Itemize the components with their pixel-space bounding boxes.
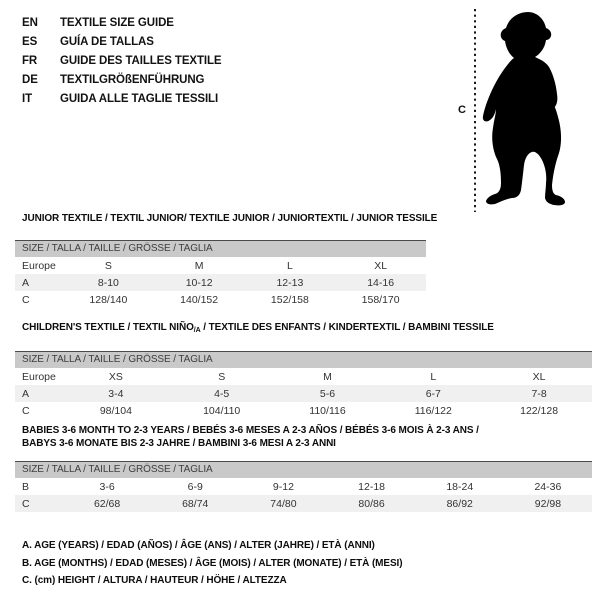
table-title: JUNIOR TEXTILE / TEXTIL JUNIOR/ TEXTILE JUNIOR / JUNIORTEXTIL / JUNIOR TESSILE bbox=[22, 213, 438, 224]
cell: 9-12 bbox=[272, 480, 294, 493]
children-textile-table bbox=[15, 321, 592, 419]
row-label: A bbox=[22, 387, 30, 400]
row-label: C bbox=[22, 404, 30, 417]
language-label: TEXTILGRÖßENFÜHRUNG bbox=[60, 73, 205, 86]
language-label: GUIDA ALLE TAGLIE TESSILI bbox=[60, 92, 219, 105]
cell: 12-13 bbox=[276, 276, 304, 289]
cell: 116/122 bbox=[414, 404, 452, 417]
language-code: EN bbox=[22, 16, 38, 29]
cell: S bbox=[218, 370, 226, 383]
row-label: C bbox=[22, 497, 30, 510]
row-label: Europe bbox=[22, 259, 56, 272]
cell: 104/110 bbox=[203, 404, 241, 417]
cell: 62/68 bbox=[93, 497, 121, 510]
cell: L bbox=[430, 370, 437, 383]
row-label: C bbox=[22, 293, 30, 306]
language-code: ES bbox=[22, 35, 38, 48]
babies-textile-table bbox=[15, 424, 592, 512]
title-subscript: /A bbox=[193, 327, 201, 334]
language-label: GUÍA DE TALLAS bbox=[60, 35, 154, 48]
table-row bbox=[15, 257, 426, 274]
table-title bbox=[15, 321, 592, 337]
cell: 86/92 bbox=[446, 497, 473, 510]
cell: 12-18 bbox=[358, 480, 385, 493]
language-code: FR bbox=[22, 54, 38, 67]
baby-silhouette-path bbox=[483, 12, 565, 205]
language-label: TEXTILE SIZE GUIDE bbox=[60, 16, 174, 29]
cell: 158/170 bbox=[361, 293, 400, 306]
row-label: B bbox=[22, 480, 30, 493]
cell: L bbox=[286, 259, 293, 272]
size-header-bar: SIZE / TALLA / TAILLE / GRÖSSE / TAGLIA bbox=[15, 351, 592, 368]
baby-height-figure bbox=[455, 4, 585, 216]
language-code: DE bbox=[22, 73, 38, 86]
cell: 122/128 bbox=[520, 404, 559, 417]
cell: XL bbox=[532, 370, 546, 383]
row-label: A bbox=[22, 276, 30, 289]
table-row bbox=[15, 274, 426, 291]
baby-silhouette-icon bbox=[455, 4, 585, 216]
table-row bbox=[15, 291, 426, 308]
height-measure-label: C bbox=[458, 104, 466, 116]
cell: 5-6 bbox=[319, 387, 336, 400]
table-title-line2: BABYS 3-6 MONATE BIS 2-3 JAHRE / BAMBINI 3-6 MESI A 2-3 ANNI bbox=[22, 438, 336, 449]
cell: 92/98 bbox=[534, 497, 562, 510]
language-row-de bbox=[22, 70, 222, 89]
cell: 3-6 bbox=[99, 480, 115, 493]
measure-legend bbox=[22, 537, 402, 590]
cell: 18-24 bbox=[446, 480, 474, 493]
language-label: GUIDE DES TAILLES TEXTILE bbox=[60, 54, 222, 67]
table-row bbox=[15, 478, 592, 495]
cell: 74/80 bbox=[270, 497, 297, 510]
legend-line-b: B. AGE (MONTHS) / EDAD (MESES) / ÂGE (MOIS) / ALTER (MONATE) / ETÀ (MESI) bbox=[22, 557, 403, 569]
cell: M bbox=[194, 259, 204, 272]
title-part: / TEXTILE DES ENFANTS / KINDERTEXTIL / BAMBINI TESSILE bbox=[200, 322, 494, 333]
cell: 128/140 bbox=[89, 293, 128, 306]
cell: 24-36 bbox=[534, 480, 562, 493]
language-row-es bbox=[22, 32, 222, 51]
cell: 8-10 bbox=[97, 276, 119, 289]
legend-line-a: A. AGE (YEARS) / EDAD (AÑOS) / ÂGE (ANS) / ALTER (JAHRE) / ETÀ (ANNI) bbox=[22, 540, 375, 551]
language-list bbox=[22, 13, 222, 108]
cell: 140/152 bbox=[180, 293, 219, 306]
table-row bbox=[15, 495, 592, 512]
cell: S bbox=[104, 259, 112, 272]
table-row bbox=[15, 368, 592, 385]
table-row bbox=[15, 385, 592, 402]
row-label: Europe bbox=[22, 370, 56, 383]
cell: XS bbox=[108, 370, 123, 383]
cell: 4-5 bbox=[214, 387, 230, 400]
language-row-it bbox=[22, 89, 222, 108]
cell: 110/116 bbox=[309, 404, 346, 417]
cell: 152/158 bbox=[270, 293, 309, 306]
cell: 98/104 bbox=[99, 404, 132, 417]
title-part: CHILDREN'S TEXTILE / TEXTIL NIÑO bbox=[22, 322, 194, 333]
cell: 80/86 bbox=[358, 497, 385, 510]
cell: 14-16 bbox=[367, 276, 395, 289]
language-row-en bbox=[22, 13, 222, 32]
cell: XL bbox=[374, 259, 388, 272]
language-row-fr bbox=[22, 51, 222, 70]
language-code: IT bbox=[22, 92, 33, 105]
junior-textile-table bbox=[15, 212, 438, 308]
cell: M bbox=[323, 370, 332, 383]
table-title-line1: BABIES 3-6 MONTH TO 2-3 YEARS / BEBÉS 3-6 MESES A 2-3 AÑOS / BÉBÉS 3-6 MOIS À 2-3 ANS / bbox=[22, 425, 479, 436]
table-row bbox=[15, 402, 592, 419]
cell: 6-9 bbox=[187, 480, 203, 493]
cell: 68/74 bbox=[182, 497, 209, 510]
cell: 10-12 bbox=[185, 276, 213, 289]
cell: 7-8 bbox=[531, 387, 547, 400]
size-header-bar: SIZE / TALLA / TAILLE / GRÖSSE / TAGLIA bbox=[15, 461, 592, 478]
cell: 3-4 bbox=[108, 387, 124, 400]
legend-line-c: C. (cm) HEIGHT / ALTURA / HAUTEUR / HÖHE / ALTEZZA bbox=[22, 575, 287, 586]
cell: 6-7 bbox=[425, 387, 441, 400]
size-header-bar: SIZE / TALLA / TAILLE / GRÖSSE / TAGLIA bbox=[15, 240, 426, 257]
